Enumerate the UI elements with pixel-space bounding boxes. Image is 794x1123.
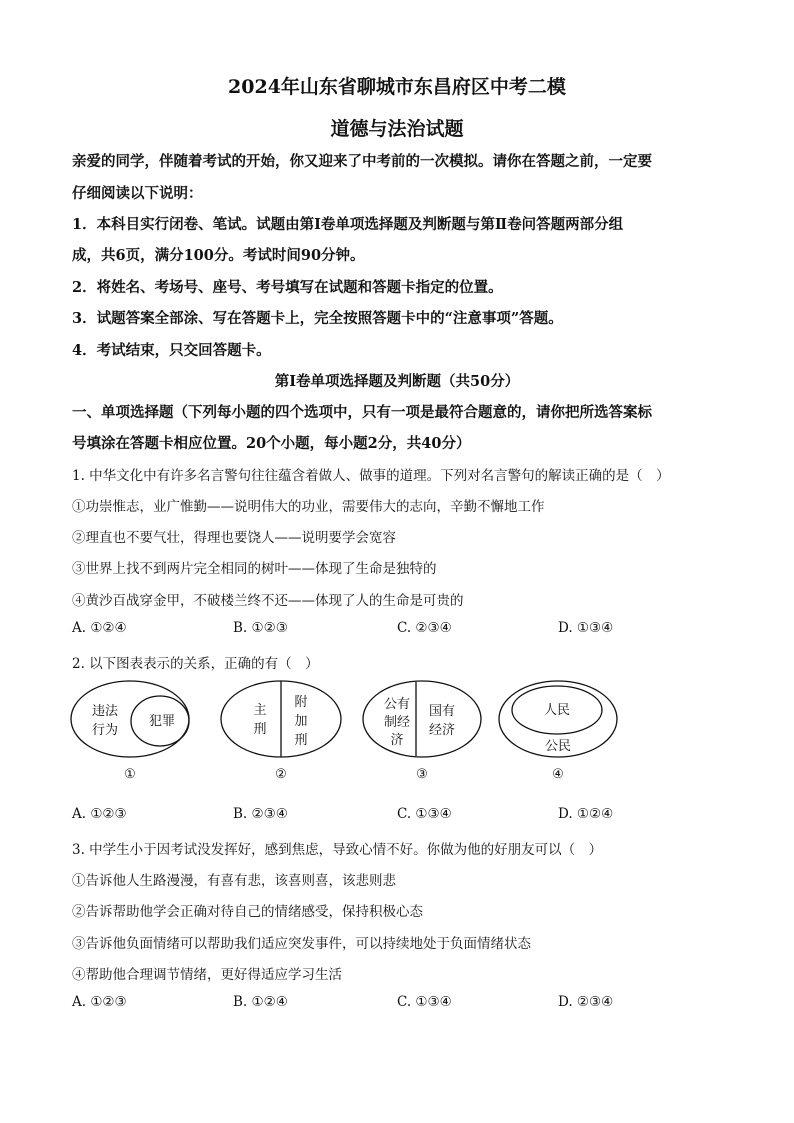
d1-outer-label-2: 行为 [91, 723, 119, 738]
q3-statement-3: ③告诉他负面情绪可以帮助我们适应突发事件，可以持续地处于负面情绪状态 [72, 936, 531, 952]
q3-statement-4: ④帮助他合理调节情绪，更好得适应学习生活 [72, 967, 342, 983]
instruction-4: 4．考试结束，只交回答题卡。 [72, 342, 271, 359]
diagram-2 [221, 681, 341, 782]
part1-instruction-b: 号填涂在答题卡相应位置。20个小题，每小题2分，共40分） [72, 435, 471, 452]
section-heading: 第Ⅰ卷单项选择题及判断题（共50分） [274, 373, 520, 390]
q2-option-a[interactable]: A. ①②③ [72, 806, 127, 822]
q1-option-c[interactable]: C. ②③④ [397, 620, 452, 636]
d4-inner-label: 人民 [543, 703, 571, 718]
diagram-4 [499, 681, 617, 782]
q3-statement-1: ①告诉他人生路漫漫，有喜有悲，该喜则喜，该悲则悲 [72, 873, 396, 889]
d1-outer-label-1: 违法 [91, 704, 119, 719]
d2-left-label-1: 主 [253, 703, 267, 718]
q2-option-c[interactable]: C. ①③④ [397, 806, 452, 822]
q1-option-d[interactable]: D. ①③④ [558, 620, 614, 636]
q3-option-c[interactable]: C. ①③④ [397, 994, 452, 1010]
q3-stem: 3. 中学生小于因考试没发挥好，感到焦虑，导致心情不好。你做为他的好朋友可以（ ） [72, 842, 603, 858]
d3-number: ③ [416, 767, 428, 782]
intro-line-1: 亲爱的同学，伴随着考试的开始，你又迎来了中考前的一次模拟。请你在答题之前，一定要 [72, 153, 652, 170]
exam-title: 2024年山东省聊城市东昌府区中考二模 [228, 76, 566, 98]
diagram-1 [71, 681, 189, 782]
q1-statement-3: ③世界上找不到两片完全相同的树叶——体现了生命是独特的 [72, 561, 437, 577]
d3-right-label-2: 经济 [428, 723, 456, 738]
q3-option-b[interactable]: B. ①②④ [233, 994, 288, 1010]
intro-line-2: 仔细阅读以下说明： [72, 185, 203, 202]
q3-option-d[interactable]: D. ②③④ [558, 994, 614, 1010]
q2-option-b[interactable]: B. ②③④ [233, 806, 288, 822]
d2-left-label-2: 刑 [253, 722, 267, 737]
d2-right-label-3: 刑 [294, 733, 308, 748]
d3-left-label-2: 制经 [383, 715, 411, 730]
d3-left-label-3: 济 [390, 733, 404, 748]
q1-statement-4: ④黄沙百战穿金甲，不破楼兰终不还——体现了人的生命是可贵的 [72, 593, 464, 609]
d4-number: ④ [552, 767, 564, 782]
d1-inner-label: 犯罪 [148, 714, 176, 729]
d2-number: ② [275, 767, 287, 782]
q1-statement-2: ②理直也不要气壮，得理也要饶人——说明要学会宽容 [72, 530, 396, 546]
q3-option-a[interactable]: A. ①②③ [72, 994, 127, 1010]
d2-right-label-1: 附 [294, 695, 308, 710]
q3-statement-2: ②告诉帮助他学会正确对待自己的情绪感受，保持积极心态 [72, 904, 423, 920]
q1-option-b[interactable]: B. ①②③ [233, 620, 288, 636]
exam-subtitle: 道德与法治试题 [330, 118, 464, 140]
instruction-1a: 1．本科目实行闭卷、笔试。试题由第Ⅰ卷单项选择题及判断题与第Ⅱ卷问答题两部分组 [72, 216, 624, 233]
q1-option-a[interactable]: A. ①②④ [72, 620, 127, 636]
q1-stem: 1. 中华文化中有许多名言警句往往蕴含着做人、做事的道理。下列对名言警句的解读正确的是（ ） [72, 468, 670, 484]
instruction-3: 3．试题答案全部涂、写在答题卡上，完全按照答题卡中的“注意事项”答题。 [72, 310, 563, 327]
q2-stem: 2. 以下图表表示的关系，正确的有（ ） [72, 656, 319, 672]
d3-left-label-1: 公有 [383, 697, 411, 712]
q1-statement-1: ①功崇惟志，业广惟勤——说明伟大的功业，需要伟大的志向，辛勤不懈地工作 [72, 499, 545, 515]
instruction-2: 2．将姓名、考场号、座号、考号填写在试题和答题卡指定的位置。 [72, 279, 503, 296]
d1-number: ① [124, 767, 136, 782]
d2-right-label-2: 加 [294, 714, 308, 729]
d3-right-label-1: 国有 [428, 704, 456, 719]
diagram-3 [363, 681, 481, 782]
q2-option-d[interactable]: D. ①②④ [558, 806, 614, 822]
part1-instruction-a: 一、单项选择题（下列每小题的四个选项中，只有一项是最符合题意的，请你把所选答案标 [72, 404, 652, 421]
instruction-1b: 成，共6页，满分100分。考试时间90分钟。 [72, 247, 365, 264]
d4-outer-label: 公民 [544, 739, 572, 754]
